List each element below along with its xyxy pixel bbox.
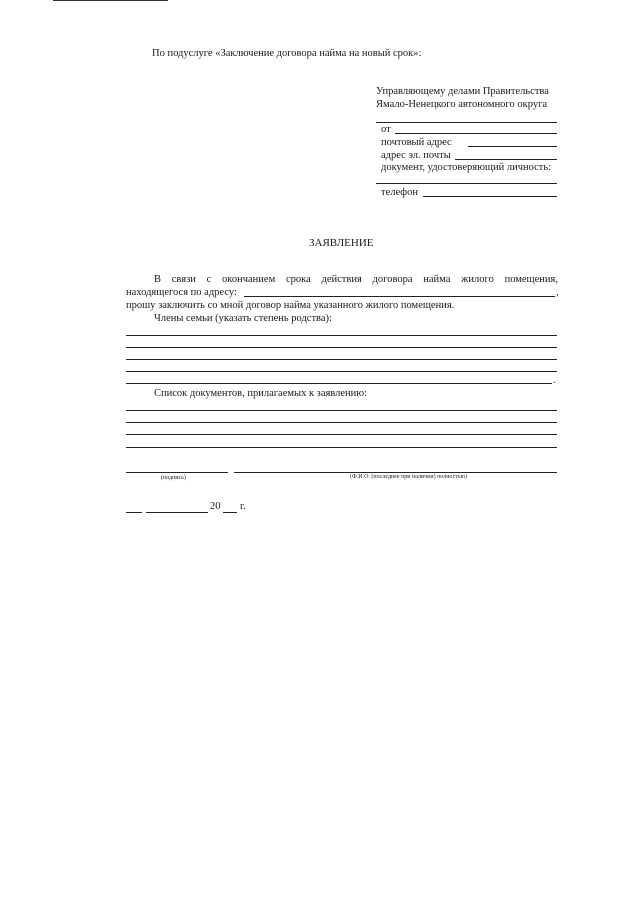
full-name-field-line[interactable] bbox=[234, 472, 557, 473]
postal-address-field-line[interactable] bbox=[468, 146, 557, 147]
email-field-line[interactable] bbox=[455, 159, 557, 160]
addressee-line-2: Ямало-Ненецкого автономного округа bbox=[376, 99, 548, 110]
document-title: ЗАЯВЛЕНИЕ bbox=[309, 237, 374, 249]
phone-field-line[interactable] bbox=[423, 196, 557, 197]
family-members-label: Члены семьи (указать степень родства): bbox=[154, 313, 332, 324]
full-name-caption: (Ф.И.О. (последнее при наличии) полностью) bbox=[350, 474, 468, 480]
date-month-line[interactable] bbox=[146, 512, 208, 513]
id-document-label: документ, удостоверяющий личность: bbox=[381, 162, 552, 173]
signature-field-line[interactable] bbox=[126, 472, 228, 473]
family-field-line[interactable] bbox=[126, 371, 557, 372]
statement-line-1: В связи с окончанием срока действия договора найма жилого помещения, bbox=[154, 274, 558, 285]
documents-field-line[interactable] bbox=[126, 434, 557, 435]
address-field-line[interactable] bbox=[244, 296, 555, 297]
addressee-line-1: Управляющему делами Правительства bbox=[376, 86, 549, 97]
id-document-field-line[interactable] bbox=[376, 183, 557, 184]
service-header-note: По подуслуге «Заключение договора найма на новый срок»: bbox=[152, 48, 422, 59]
top-edge-rule bbox=[53, 0, 168, 1]
family-field-line[interactable] bbox=[126, 335, 557, 336]
postal-address-label: почтовый адрес bbox=[381, 137, 452, 148]
date-year-line[interactable] bbox=[223, 512, 237, 513]
statement-line-3: прошу заключить со мной договор найма указанного жилого помещения. bbox=[126, 300, 455, 311]
phone-label: телефон bbox=[381, 187, 418, 198]
documents-list-label: Список документов, прилагаемых к заявлению: bbox=[154, 388, 368, 399]
signature-caption: (подпись) bbox=[161, 475, 186, 481]
email-label: адрес эл. почты bbox=[381, 150, 451, 161]
documents-field-line[interactable] bbox=[126, 447, 557, 448]
address-label: находящегося по адресу: bbox=[126, 287, 237, 298]
from-field-line[interactable] bbox=[395, 133, 557, 134]
family-list-period: . bbox=[553, 375, 556, 386]
documents-field-line[interactable] bbox=[126, 422, 557, 423]
address-line-comma: , bbox=[556, 287, 559, 298]
addressee-blank-line[interactable] bbox=[376, 122, 557, 123]
from-label: от bbox=[381, 124, 391, 135]
family-field-line[interactable] bbox=[126, 347, 557, 348]
date-year-suffix: г. bbox=[240, 501, 246, 512]
date-year-prefix: 20 bbox=[210, 501, 221, 512]
family-field-line[interactable] bbox=[126, 383, 552, 384]
documents-field-line[interactable] bbox=[126, 410, 557, 411]
family-field-line[interactable] bbox=[126, 359, 557, 360]
date-day-line[interactable] bbox=[126, 512, 142, 513]
